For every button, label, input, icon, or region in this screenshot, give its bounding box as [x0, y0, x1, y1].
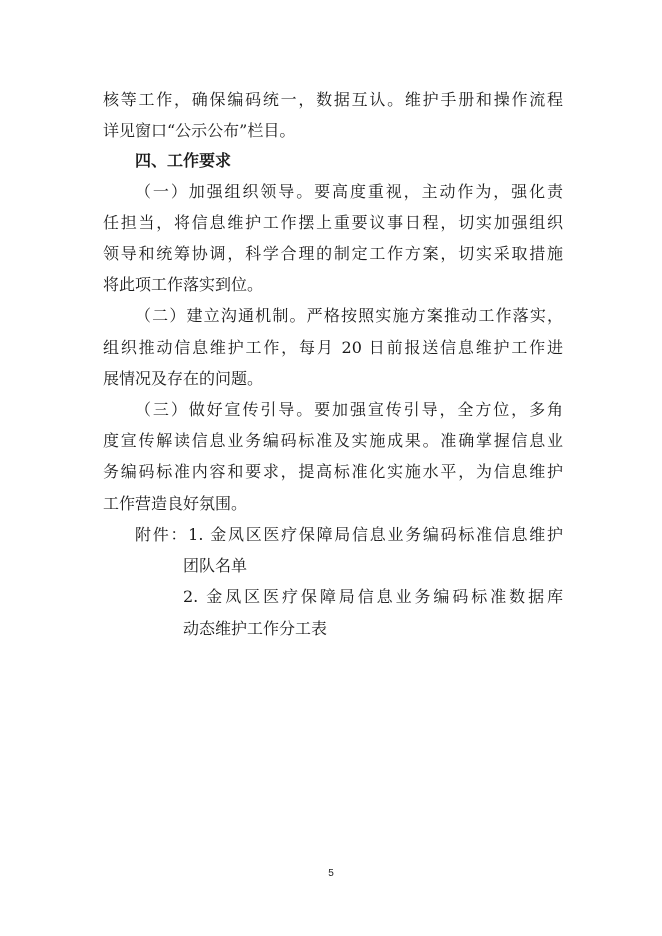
attachment-item-2-cont: 动态维护工作分工表 [183, 619, 328, 638]
paragraph-1-line: 领导和统筹协调，科学合理的制定工作方案，切实采取措施 [103, 244, 563, 263]
attachment-item-1: 附件：1. 金凤区医疗保障局信息业务编码标准信息维护 [135, 525, 563, 544]
paragraph-3-line: 工作营造良好氛围。 [103, 494, 248, 513]
paragraph-1-line: （一）加强组织领导。要高度重视，主动作为，强化责 [135, 182, 563, 201]
paragraph-3-line: 度宣传解读信息业务编码标准及实施成果。准确掌握信息业 [103, 431, 563, 450]
attachment-item-2: 2. 金凤区医疗保障局信息业务编码标准数据库 [183, 587, 563, 606]
paragraph-2-line: 组织推动信息维护工作，每月 20 日前报送信息维护工作进 [103, 338, 563, 357]
paragraph-2-line: 展情况及存在的问题。 [103, 369, 264, 388]
paragraph-1-line: 任担当，将信息维护工作摆上重要议事日程，切实加强组织 [103, 213, 563, 232]
body-text-line: 详见窗口“公示公布”栏目。 [103, 121, 296, 140]
paragraph-3-line: （三）做好宣传引导。要加强宣传引导，全方位，多角 [135, 400, 563, 419]
paragraph-2-line: （二）建立沟通机制。严格按照实施方案推动工作落实， [135, 306, 563, 325]
attachment-item-1-cont: 团队名单 [183, 556, 248, 575]
paragraph-1-line: 将此项工作落实到位。 [103, 275, 264, 294]
paragraph-3-line: 务编码标准内容和要求，提高标准化实施水平，为信息维护 [103, 462, 563, 481]
section-heading: 四、工作要求 [135, 151, 232, 170]
page-number: 5 [328, 868, 334, 879]
body-text-line: 核等工作，确保编码统一，数据互认。维护手册和操作流程 [103, 90, 563, 109]
